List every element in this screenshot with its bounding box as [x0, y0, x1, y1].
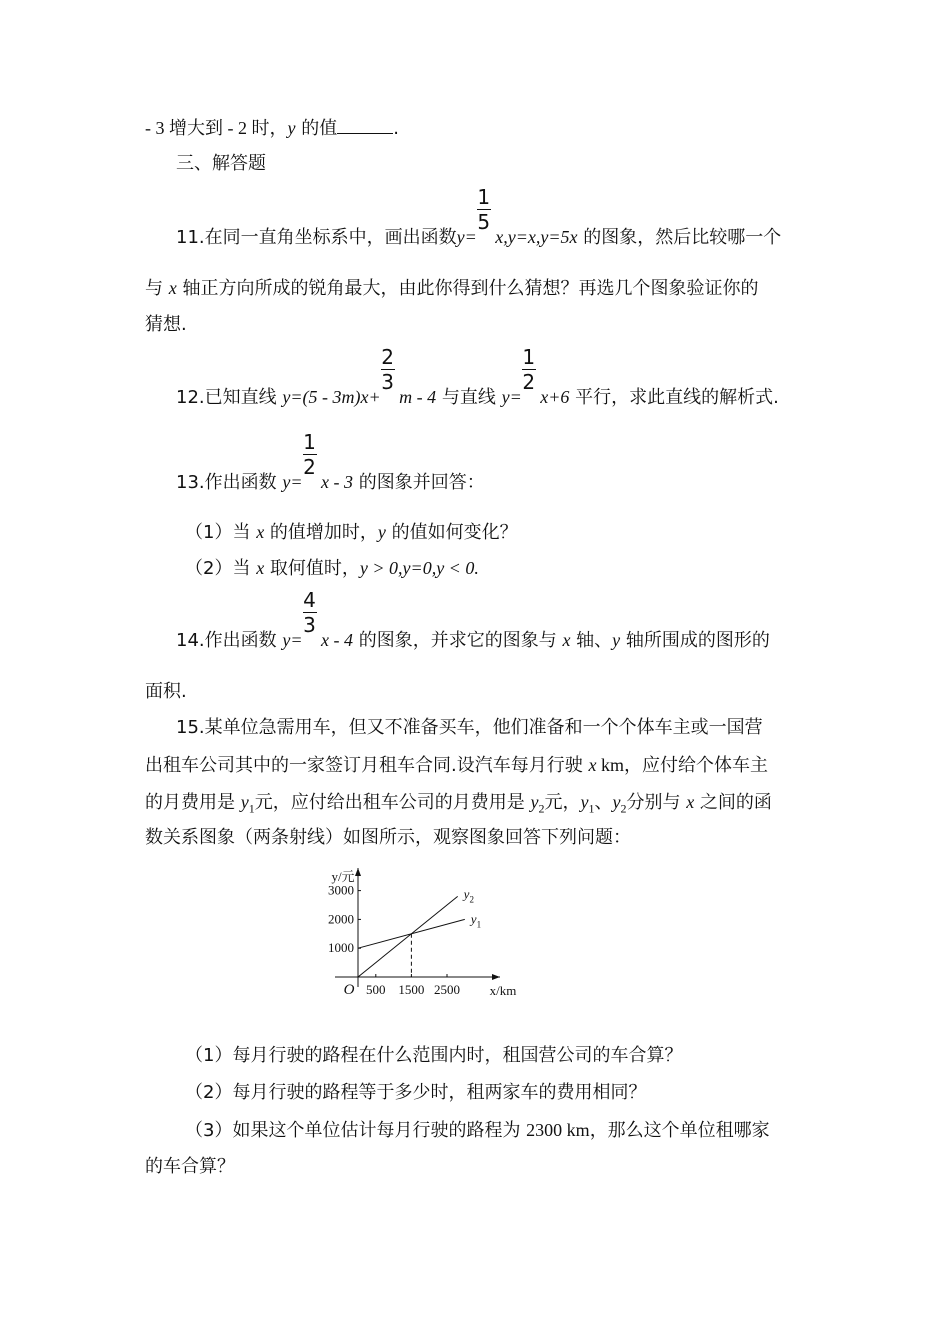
y-tick-label: 2000 — [328, 911, 354, 927]
question-13-part1: （1）当 x 的值增加时，y 的值如何变化？ — [185, 522, 518, 543]
fraction: $\frac{2}{3}$ — [381, 345, 394, 394]
question-15-sub3-line2: 的车合算？ — [145, 1156, 235, 1177]
question-11: 11.在同一直角坐标系中，画出函数y= $\frac{1}{5}$ x,y=x,y=5x 的图象，然后比较哪一个 — [176, 185, 782, 248]
section-title: 三、解答题 — [176, 153, 266, 174]
question-15-sub2: （2）每月行驶的路程等于多少时，租两家车的费用相同？ — [185, 1082, 647, 1103]
x-tick-label: 2500 — [434, 982, 460, 997]
question-13: 13.作出函数 y= $\frac{1}{2}$ x - 3 的图象并回答： — [176, 430, 485, 493]
question-15-sub1: （1）每月行驶的路程在什么范围内时，租国营公司的车合算？ — [185, 1045, 683, 1066]
question-15-line2: 出租车公司其中的一家签订月租车合同.设汽车每月行驶 x km，应付给个体车主 — [145, 755, 768, 776]
cost-chart — [315, 860, 530, 1005]
x-axis-arrow — [492, 974, 500, 980]
y-axis-arrow — [355, 868, 361, 876]
prev-question-tail: - 3 增大到 - 2 时，y 的值 . — [145, 118, 399, 139]
series-label-y1: $y_1$ — [470, 911, 482, 930]
series-line-y2 — [358, 896, 458, 977]
question-15-line4: 数关系图象（两条射线）如图所示，观察图象回答下列问题： — [145, 827, 631, 848]
fraction: $\frac{4}{3}$ — [303, 588, 316, 637]
question-12: 12.已知直线 y=(5 - 3m)x+ $\frac{2}{3}$ m - 4 与直线 y= $\frac{1}{2}$ x+6 平行，求此直线的解析式. — [176, 345, 779, 408]
y-axis-label: y/元 — [331, 869, 355, 884]
question-14: 14.作出函数 y= $\frac{4}{3}$ x - 4 的图象，并求它的图象与 x 轴、y 轴所围成的图形的 — [176, 588, 770, 651]
question-15-sub3: （3）如果这个单位估计每月行驶的路程为 2300 km，那么这个单位租哪家 — [185, 1120, 770, 1141]
question-14-line2: 面积. — [145, 681, 187, 702]
fraction: $\frac{1}{5}$ — [477, 185, 491, 234]
fraction: $\frac{1}{2}$ — [522, 345, 536, 394]
x-axis-label: x/km — [489, 983, 517, 998]
question-11-line3: 猜想. — [145, 314, 187, 335]
question-13-part2: （2）当 x 取何值时，y > 0,y=0,y < 0. — [185, 558, 479, 579]
question-11-line2: 与 x 轴正方向所成的锐角最大，由此你得到什么猜想？再选几个图象验证你的 — [145, 278, 759, 299]
question-15-line1: 15.某单位急需用车，但又不准备买车，他们准备和一个个体车主或一国营 — [176, 717, 763, 738]
origin-label: O — [343, 982, 355, 998]
question-15-line3: 的月费用是 $y_1$元，应付给出租车公司的月费用是 $y_2$元，$y_1$、$y_2$分别与 x 之间的函 — [145, 792, 772, 816]
x-tick-label: 500 — [366, 982, 386, 997]
y-tick-label: 1000 — [328, 940, 354, 956]
x-tick-label: 1500 — [398, 982, 425, 997]
y-tick-label: 3000 — [328, 882, 354, 898]
series-label-y2: $y_2$ — [463, 886, 474, 905]
answer-blank[interactable] — [337, 117, 393, 134]
fraction: $\frac{1}{2}$ — [303, 430, 316, 479]
